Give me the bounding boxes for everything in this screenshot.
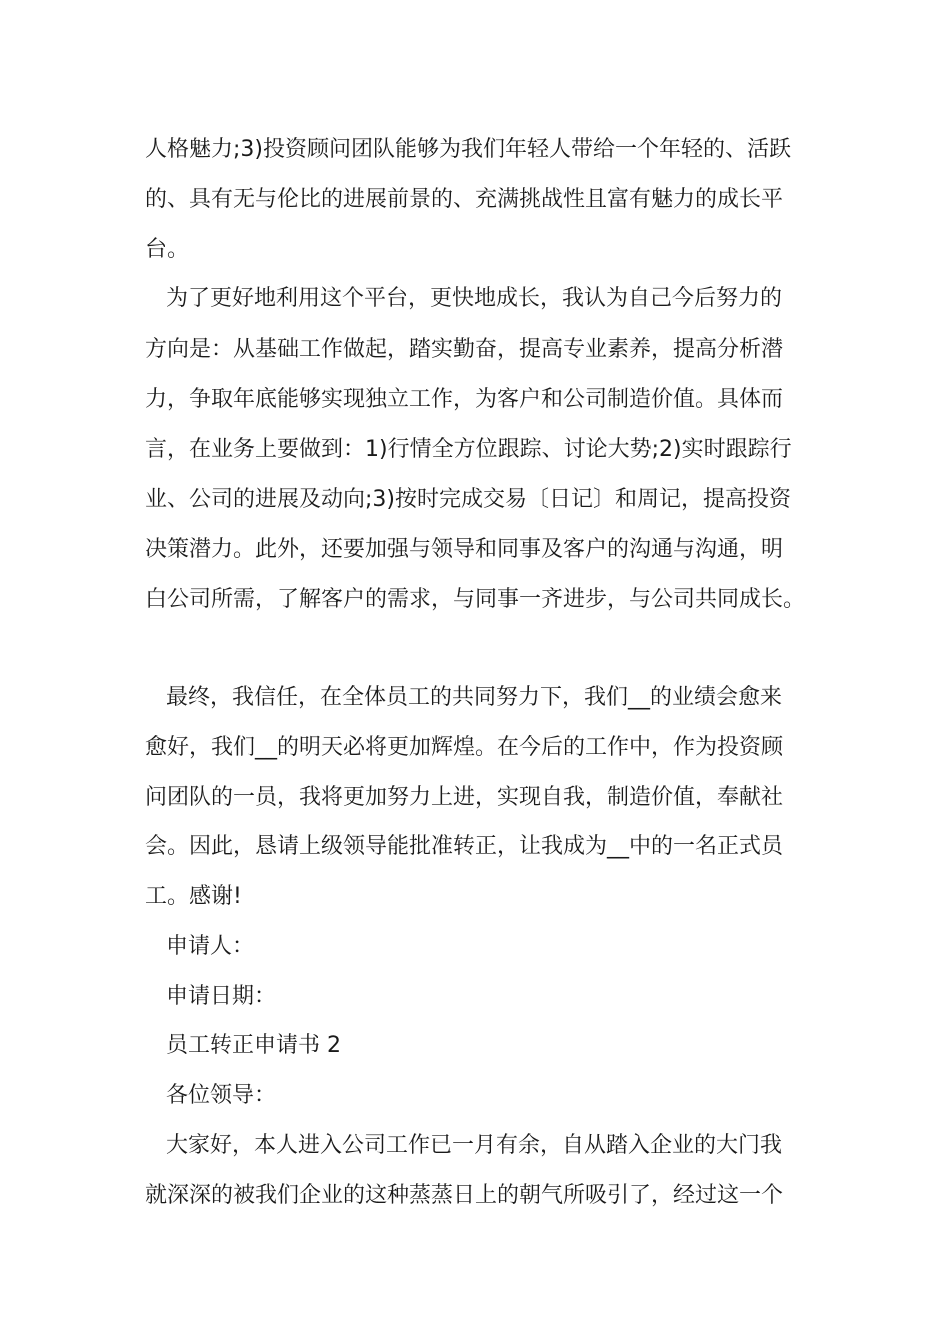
text-line: 言，在业务上要做到：1)行情全方位跟踪、讨论大势;2)实时跟踪行	[145, 437, 792, 462]
paragraph-start-line: 大家好，本人进入公司工作已一月有余，自从踏入企业的大门我	[166, 1133, 783, 1158]
text-line: 方向是：从基础工作做起，踏实勤奋，提高专业素养，提高分析潜	[145, 337, 784, 362]
text-line: 台。	[145, 237, 190, 262]
paragraph-start-line: 为了更好地利用这个平台，更快地成长，我认为自己今后努力的	[166, 286, 783, 311]
text-line: 业、公司的进展及动向;3)按时完成交易〔日记〕和周记，提高投资	[145, 487, 791, 512]
applicant-label: 申请人：	[166, 934, 255, 959]
salutation: 各位领导：	[166, 1083, 277, 1108]
text-line: 就深深的被我们企业的这种蒸蒸日上的朝气所吸引了，经过这一个	[145, 1183, 784, 1208]
section-title: 员工转正申请书 2	[166, 1033, 341, 1058]
text-line: 问团队的一员，我将更加努力上进，实现自我，制造价值，奉献社	[145, 785, 784, 810]
text-line: 工。感谢!	[145, 884, 242, 909]
application-date-label: 申请日期：	[166, 984, 277, 1009]
text-line: 愈好，我们__的明天必将更加辉煌。在今后的工作中，作为投资顾	[145, 735, 784, 760]
text-line: 白公司所需，了解客户的需求，与同事一齐进步，与公司共同成长。	[145, 587, 806, 612]
text-line: 的、具有无与伦比的进展前景的、充满挑战性且富有魅力的成长平	[145, 187, 784, 212]
text-line: 决策潜力。此外，还要加强与领导和同事及客户的沟通与沟通，明	[145, 537, 784, 562]
text-line: 力，争取年底能够实现独立工作，为客户和公司制造价值。具体而	[145, 387, 784, 412]
text-line: 会。因此，恳请上级领导能批准转正，让我成为__中的一名正式员	[145, 834, 784, 859]
text-line: 人格魅力;3)投资顾问团队能够为我们年轻人带给一个年轻的、活跃	[145, 137, 791, 162]
paragraph-start-line: 最终，我信任，在全体员工的共同努力下，我们__的业绩会愈来	[166, 685, 783, 710]
